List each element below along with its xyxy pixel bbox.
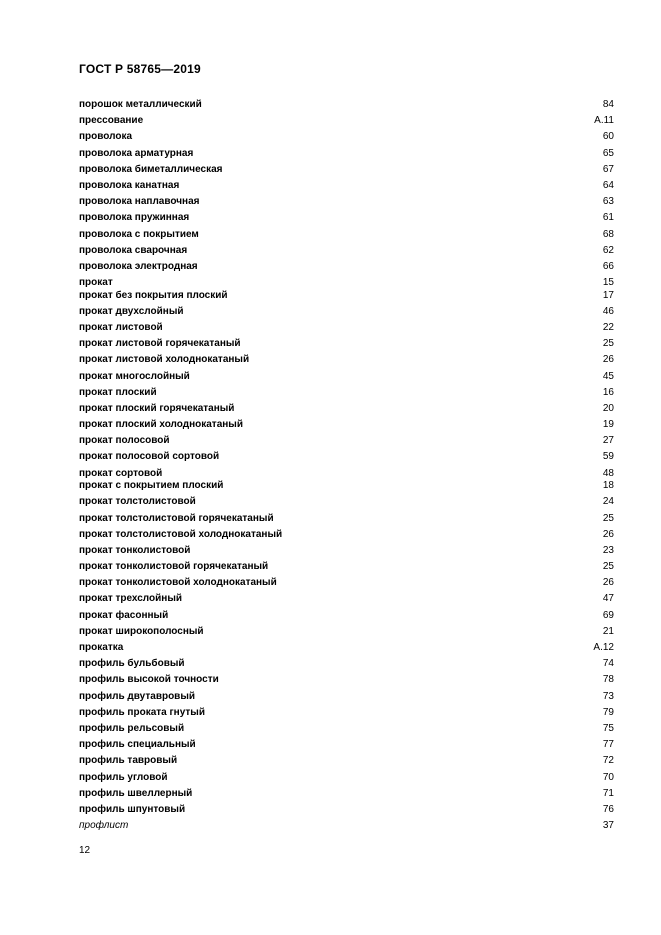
- index-reference: 25: [602, 512, 614, 524]
- index-entry: [79, 97, 614, 113]
- index-reference: 68: [602, 228, 614, 240]
- index-entry: [79, 624, 614, 640]
- index-entry: [79, 178, 614, 194]
- index-term: прокат плоский холоднокатаный: [79, 419, 243, 431]
- index-entry: [79, 802, 614, 818]
- index-term: проволока пружинная: [79, 212, 190, 224]
- index-entry: [79, 385, 614, 401]
- index-reference: А.12: [593, 642, 614, 653]
- index-term: прокат толстолистовой: [79, 496, 196, 508]
- index-entry: [79, 320, 614, 336]
- index-entry: [79, 129, 614, 145]
- index-term: проволока арматурная: [79, 147, 194, 159]
- index-term: профиль шпунтовый: [79, 803, 186, 815]
- index-reference: 19: [602, 419, 614, 431]
- index-entry: [79, 336, 614, 352]
- term-index: [79, 97, 614, 834]
- index-entry: [79, 786, 614, 802]
- index-term: профлист: [79, 820, 129, 832]
- index-term: прокат без покрытия плоский: [79, 289, 228, 301]
- index-term: проволока наплавочная: [79, 196, 200, 208]
- index-reference: 23: [602, 544, 614, 556]
- index-term: прокат тонколистовой: [79, 544, 191, 556]
- index-term: прокат толстолистовой горячекатаный: [79, 512, 274, 524]
- index-reference: 48: [602, 467, 614, 479]
- index-entry: [79, 146, 614, 162]
- index-entry: [79, 288, 614, 304]
- index-entry: [79, 559, 614, 575]
- index-reference: 74: [602, 658, 614, 670]
- index-reference: 79: [602, 706, 614, 718]
- index-reference: 27: [602, 435, 614, 447]
- index-reference: 17: [602, 289, 614, 301]
- index-term: прессование: [79, 115, 144, 127]
- index-reference: 15: [602, 277, 614, 289]
- index-entry: [79, 243, 614, 259]
- index-reference: 67: [602, 163, 614, 175]
- index-term: прокат: [79, 277, 113, 289]
- index-term: прокат плоский: [79, 386, 157, 398]
- index-entry: [79, 575, 614, 591]
- index-entry: [79, 352, 614, 368]
- index-term: прокат двухслойный: [79, 305, 184, 317]
- index-entry: [79, 543, 614, 559]
- index-reference: 71: [602, 787, 614, 799]
- index-reference: 47: [602, 593, 614, 605]
- index-term: прокат тонколистовой холоднокатаный: [79, 577, 277, 589]
- index-reference: 77: [602, 739, 614, 751]
- index-entry: [79, 591, 614, 607]
- index-reference: 70: [602, 771, 614, 783]
- index-reference: 20: [602, 402, 614, 414]
- index-reference: 65: [602, 147, 614, 159]
- index-entry: [79, 304, 614, 320]
- index-reference: 75: [602, 722, 614, 734]
- document-header: ГОСТ Р 58765—2019: [79, 62, 201, 76]
- index-term: проволока: [79, 131, 133, 143]
- index-term: профиль двутавровый: [79, 690, 196, 702]
- index-entry: [79, 494, 614, 510]
- index-entry: [79, 275, 614, 288]
- index-reference: 26: [602, 354, 614, 366]
- index-reference: 63: [602, 196, 614, 208]
- index-entry: [79, 656, 614, 672]
- index-term: профиль тавровый: [79, 755, 178, 767]
- index-reference: 46: [602, 305, 614, 317]
- index-reference: 66: [602, 260, 614, 272]
- index-entry: [79, 672, 614, 688]
- page-number: 12: [79, 845, 91, 856]
- index-reference: 72: [602, 755, 614, 767]
- index-reference: 78: [602, 674, 614, 686]
- index-term: проволока сварочная: [79, 244, 188, 256]
- index-entry: [79, 478, 614, 494]
- index-term: профиль бульбовый: [79, 658, 185, 670]
- index-term: прокат тонколистовой горячекатаный: [79, 561, 269, 573]
- index-entry: [79, 227, 614, 243]
- index-entry: [79, 113, 614, 129]
- index-entry: [79, 705, 614, 721]
- index-entry: [79, 433, 614, 449]
- index-term: профиль рельсовый: [79, 722, 185, 734]
- index-entry: [79, 737, 614, 753]
- index-term: прокатка: [79, 642, 124, 653]
- index-term: проволока канатная: [79, 179, 180, 191]
- index-reference: 26: [602, 528, 614, 540]
- index-term: прокат полосовой: [79, 435, 170, 447]
- index-entry: [79, 511, 614, 527]
- index-entry: [79, 818, 614, 834]
- index-term: прокат полосовой сортовой: [79, 451, 220, 463]
- index-term: прокат листовой: [79, 321, 163, 333]
- index-reference: 22: [602, 321, 614, 333]
- index-reference: 24: [602, 496, 614, 508]
- index-term: прокат толстолистовой холоднокатаный: [79, 528, 283, 540]
- index-term: прокат многослойный: [79, 370, 190, 382]
- index-reference: 25: [602, 338, 614, 350]
- index-entry: [79, 449, 614, 465]
- index-entry: [79, 369, 614, 385]
- index-entry: [79, 466, 614, 479]
- index-term: профиль высокой точности: [79, 674, 219, 686]
- index-entry: [79, 194, 614, 210]
- index-term: порошок металлический: [79, 99, 202, 110]
- index-entry: [79, 162, 614, 178]
- index-reference: 37: [602, 820, 614, 832]
- index-reference: 45: [602, 370, 614, 382]
- index-entry: [79, 608, 614, 624]
- index-entry: [79, 527, 614, 543]
- index-reference: 61: [602, 212, 614, 224]
- index-term: проволока электродная: [79, 260, 198, 272]
- index-term: прокат трехслойный: [79, 593, 183, 605]
- index-term: прокат широкополосный: [79, 625, 204, 637]
- index-entry: [79, 401, 614, 417]
- index-reference: 16: [602, 386, 614, 398]
- index-reference: 84: [602, 99, 614, 110]
- index-entry: [79, 689, 614, 705]
- index-term: профиль специальный: [79, 739, 196, 751]
- index-term: прокат сортовой: [79, 467, 163, 479]
- index-reference: А.11: [594, 115, 614, 127]
- index-entry: [79, 417, 614, 433]
- index-term: прокат с покрытием плоский: [79, 480, 224, 492]
- index-entry: [79, 721, 614, 737]
- index-reference: 64: [602, 179, 614, 191]
- index-reference: 73: [602, 690, 614, 702]
- index-reference: 26: [602, 577, 614, 589]
- index-reference: 62: [602, 244, 614, 256]
- index-reference: 76: [602, 803, 614, 815]
- index-reference: 59: [602, 451, 614, 463]
- index-term: проволока биметаллическая: [79, 163, 223, 175]
- index-entry: [79, 210, 614, 226]
- index-reference: 69: [602, 609, 614, 621]
- index-entry: [79, 259, 614, 275]
- index-term: прокат плоский горячекатаный: [79, 402, 235, 414]
- index-term: прокат фасонный: [79, 609, 169, 621]
- index-term: профиль угловой: [79, 771, 168, 783]
- index-reference: 60: [602, 131, 614, 143]
- index-term: прокат листовой горячекатаный: [79, 338, 241, 350]
- index-term: проволока с покрытием: [79, 228, 199, 240]
- index-term: профиль швеллерный: [79, 787, 193, 799]
- index-entry: [79, 753, 614, 769]
- index-entry: [79, 640, 614, 656]
- index-reference: 18: [602, 480, 614, 492]
- index-term: профиль проката гнутый: [79, 706, 205, 718]
- index-reference: 25: [602, 561, 614, 573]
- index-term: прокат листовой холоднокатаный: [79, 354, 250, 366]
- index-entry: [79, 770, 614, 786]
- index-reference: 21: [602, 625, 614, 637]
